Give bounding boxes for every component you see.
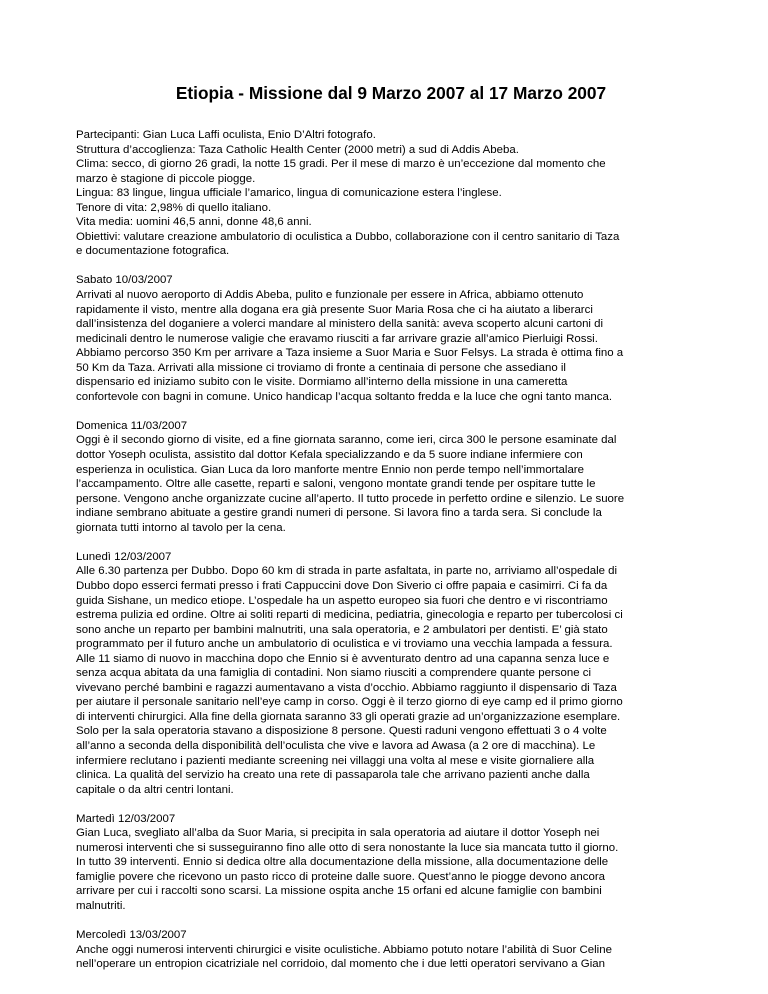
- section-line: guida Sishane, un medico etiope. L’ospedale ha un aspetto europeo sia fuori che dentro e vi riscontriamo: [76, 594, 608, 607]
- section-line: l’accampamento. Oltre alle casette, reparti e saloni, vengono montate grandi tende per ospitare tutte le: [76, 478, 596, 491]
- section-tuesday: [76, 812, 706, 914]
- section-line: dottor Yoseph oculista, assistito dal dottor Kefala specializzando e da 5 suore indiane infermiere con: [76, 449, 583, 462]
- document-title: Etiopia - Missione dal 9 Marzo 2007 al 17 Marzo 2007: [175, 83, 607, 103]
- section-line: arrivare per cui i raccolti sono scarsi. La missione ospita anche 15 orfani ed alcune famiglie con bambini: [76, 885, 602, 898]
- section-line: famiglie povere che ricevono un pasto ricco di proteine dalle suore. Quest’anno le piogge devono ancora: [76, 870, 606, 883]
- intro-line: Tenore di vita: 2,98% di quello italiano.: [76, 201, 272, 214]
- section-monday: [76, 550, 706, 797]
- intro-block: [76, 128, 706, 259]
- section-line: nell’operare un entropion cicatriziale nel corridoio, dal momento che i due letti operatori servivano a Gian: [76, 958, 605, 971]
- section-date: Mercoledì 13/03/2007: [76, 929, 187, 942]
- section-line: malnutriti.: [76, 899, 126, 912]
- section-line: Solo per la sala operatoria stavano a disposizione 8 persone. Questi raduni vengono effettuati 3 o 4 volte: [76, 725, 607, 738]
- section-line: all’anno a seconda della disponibilità dell’oculista che vive e lavora ad Awasa (a 2 ore di macchina). Le: [76, 739, 596, 752]
- section-line: indiane sembrano abituate a gestire grandi numeri di persone. Si lavora fino a tarda sera. Si conclude la: [76, 507, 602, 520]
- document-page: [76, 0, 706, 972]
- section-line: vivevano perché bambini e ragazzi aumentavano a vista d’occhio. Abbiamo raggiunto il dispensario di Taza: [76, 681, 617, 694]
- section-line: Abbiamo percorso 350 Km per arrivare a Taza insieme a Suor Maria e Suor Felsys. La strada è ottima fino a: [76, 347, 624, 360]
- intro-line: marzo è stagione di piccole piogge.: [76, 172, 256, 185]
- section-line: numerosi interventi che si susseguiranno fino alle otto di sera nonostante la luce sia mancata tutto il giorno.: [76, 841, 619, 854]
- section-line: infermiere reclutano i pazienti mediante screening nei villaggi una volta al mese e visite giornaliere alla: [76, 754, 595, 767]
- section-date: Domenica 11/03/2007: [76, 419, 188, 432]
- section-line: dall’insistenza del doganiere a volerci mandare al ministero della sanità: aveva scoperto alcuni cartoni di: [76, 318, 604, 331]
- section-date: Lunedì 12/03/2007: [76, 550, 172, 563]
- section-line: Anche oggi numerosi interventi chirurgici e visite oculistiche. Abbiamo potuto notare l’abilità di Suor Celine: [76, 943, 612, 956]
- section-line: confortevole con bagni in comune. Unico handicap l’acqua soltanto fredda e la luce che ogni tanto manca.: [76, 390, 613, 403]
- section-line: In tutto 39 interventi. Ennio si dedica oltre alla documentazione della missione, alla documentazione delle: [76, 856, 609, 869]
- section-line: Dubbo dopo esserci fermati presso i frati Cappuccini dove Don Siverio ci offre papaia e casimirri. Ci fa da: [76, 579, 608, 592]
- section-line: clinica. La qualità del servizio ha creato una rete di passaparola tale che arrivano pazienti anche dalla: [76, 769, 590, 782]
- section-line: rapidamente il visto, mentre alla dogana era già presente Suor Maria Rosa che ci ha aiutato a liberarci: [76, 303, 593, 316]
- section-date: Martedì 12/03/2007: [76, 812, 176, 825]
- intro-line: Partecipanti: Gian Luca Laffi oculista, Enio D’Altri fotografo.: [76, 129, 376, 141]
- section-line: sono anche un reparto per bambini malnutriti, una sala operatoria, e 2 ambulatori per dentisti. E’ già stato: [76, 623, 608, 636]
- intro-line: Vita media: uomini 46,5 anni, donne 48,6 anni.: [76, 216, 312, 229]
- intro-line: Clima: secco, di giorno 26 gradi, la notte 15 gradi. Per il mese di marzo è un’eccezione dal momento che: [76, 158, 606, 171]
- intro-line: Struttura d’accoglienza: Taza Catholic Health Center (2000 metri) a sud di Addis Abeba.: [76, 143, 519, 156]
- section-wednesday: [76, 928, 706, 972]
- section-line: Alle 6.30 partenza per Dubbo. Dopo 60 km di strada in parte asfaltata, in parte no, arriviamo all’ospedale di: [76, 565, 618, 578]
- intro-line: Obiettivi: valutare creazione ambulatorio di oculistica a Dubbo, collaborazione con il centro sanitario di Taza: [76, 230, 620, 243]
- section-line: senza acqua abitata da una famiglia di contadini. Non siamo riusciti a comprendere quante persone ci: [76, 667, 591, 680]
- section-line: capitale o da altri centri lontani.: [76, 783, 234, 796]
- intro-line: Lingua: 83 lingue, lingua ufficiale l’amarico, lingua di comunicazione estera l’inglese.: [76, 187, 502, 200]
- section-line: 50 Km da Taza. Arrivati alla missione ci troviamo di fronte a centinaia di persone che assediano il: [76, 361, 566, 374]
- section-line: Gian Luca, svegliato all’alba da Suor Maria, si precipita in sala operatoria ad aiutare il dottor Yoseph nei: [76, 827, 600, 840]
- section-line: esperienza in oculistica. Gian Luca da loro manforte mentre Ennio non perde tempo nell’immortalare: [76, 463, 584, 476]
- intro-line: e documentazione fotografica.: [76, 245, 230, 258]
- section-line: giornata tutti intorno al tavolo per la cena.: [76, 521, 286, 534]
- section-date: Sabato 10/03/2007: [76, 274, 173, 287]
- section-line: di interventi chirurgici. Alla fine della giornata saranno 33 gli operati grazie ad un’organizzazione esemplare.: [76, 710, 621, 723]
- section-sunday: [76, 419, 706, 535]
- section-line: persone. Vengono anche organizzate cucine all’aperto. Il tutto procede in perfetto ordine e silenzio. Le suore: [76, 492, 625, 505]
- section-line: programmato per il futuro anche un ambulatorio di oculistica e vi troviamo una vecchia lampada a fessura.: [76, 638, 613, 651]
- section-saturday: [76, 273, 706, 404]
- section-line: Arrivati al nuovo aeroporto di Addis Abeba, pulito e funzionale per essere in Africa, abbiamo ottenuto: [76, 289, 584, 302]
- section-line: Oggi è il secondo giorno di visite, ed a fine giornata saranno, come ieri, circa 300 le persone esaminate dal: [76, 434, 617, 447]
- section-line: per aiutare il personale sanitario nell’eye camp in corso. Oggi è il terzo giorno di eye camp ed il primo giorno: [76, 696, 623, 709]
- section-line: medicinali dentro le numerose valigie che eravamo riusciti a far arrivare grazie all’amico Pierluigi Rossi.: [76, 332, 598, 345]
- section-line: estrema pulizia ed ordine. Oltre ai soliti reparti di medicina, pediatria, ginecologia e reparto per tubercolosi ci: [76, 609, 623, 622]
- section-line: Alle 11 siamo di nuovo in macchina dopo che Ennio si è avventurato dentro ad una capanna senza luce e: [76, 652, 610, 665]
- section-line: dispensario ed iniziamo subito con le visite. Dormiamo all’interno della missione in una cameretta: [76, 376, 568, 389]
